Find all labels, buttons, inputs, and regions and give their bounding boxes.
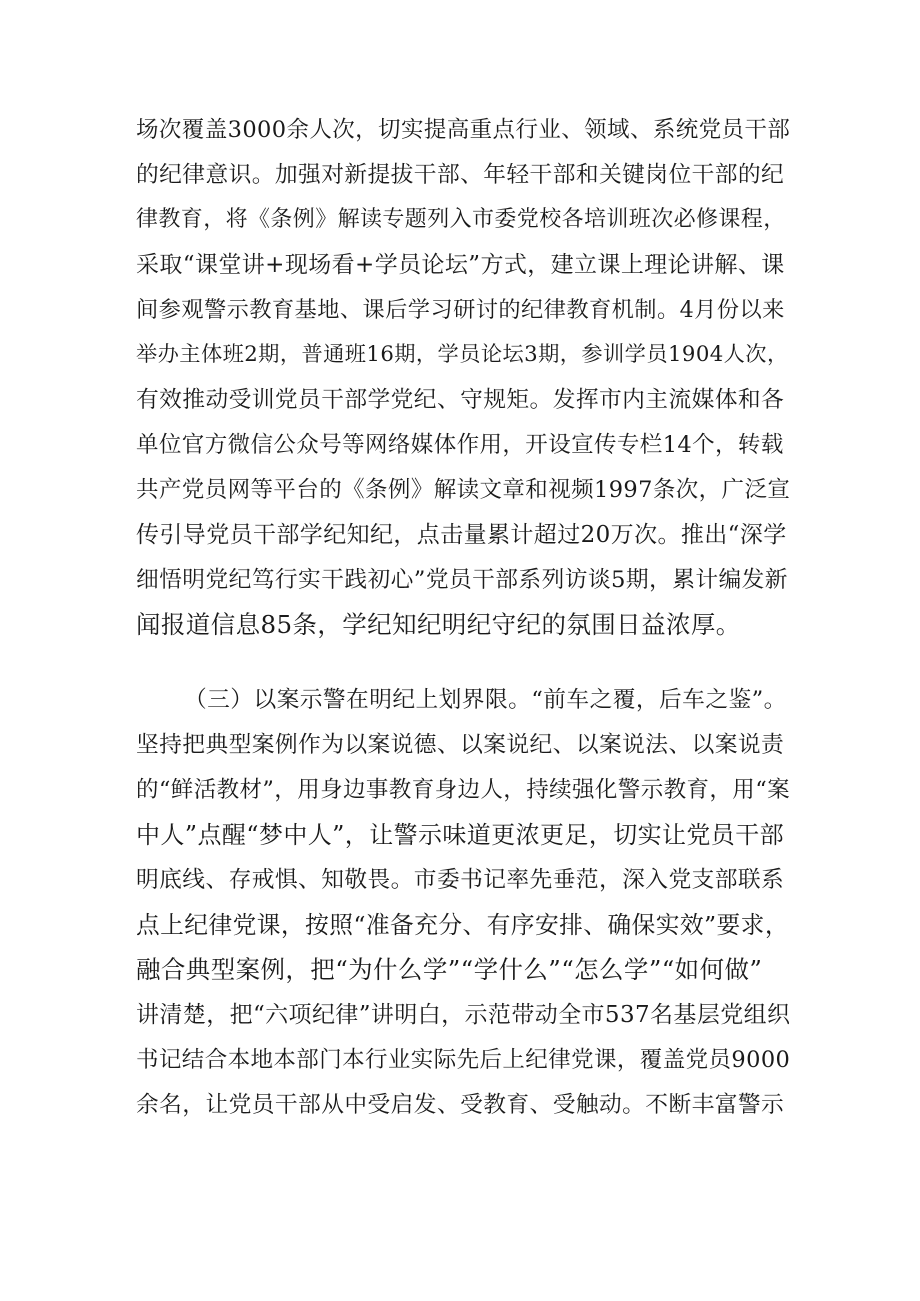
section-heading-line: （三）以案示警在明纪上划界限。“前车之覆，后车之鉴”。 [184,687,787,713]
text-line: 的纪律意识。加强对新提拔干部、年轻干部和关键岗位干部的纪 [136,162,785,188]
text-line: 书记结合本地本部门本行业实际先后上纪律党课，覆盖党员9000 [136,1047,791,1073]
text-line: 的“鲜活教材”，用身边事教育身边人，持续强化警示教育，用“案 [136,777,791,803]
text-line: 场次覆盖3000余人次，切实提高重点行业、领域、系统党员干部 [136,117,791,143]
text-line: 坚持把典型案例作为以案说德、以案说纪、以案说法、以案说责 [136,732,785,758]
text-line: 举办主体班2期，普通班16期，学员论坛3期，参训学员1904人次， [136,342,789,367]
text-line: 间参观警示教育基地、课后学习研讨的纪律教育机制。4月份以来 [136,297,785,323]
text-line: 传引导党员干部学纪知纪，点击量累计超过20万次。推出“深学 [136,522,787,548]
text-line: 闻报道信息85条，学纪知纪明纪守纪的氛围日益浓厚。 [136,610,741,639]
text-line: 中人”点醒“梦中人”，让警示味道更浓更足，切实让党员干部 [136,821,785,849]
text-line: 融合典型案例，把“为什么学”“学什么”“怎么学”“如何做” [136,955,763,984]
text-line: 明底线、存戒惧、知敬畏。市委书记率先垂范，深入党支部联系 [136,867,785,893]
text-line: 讲清楚，把“六项纪律”讲明白，示范带动全市537名基层党组织 [136,1002,791,1028]
text-line: 细悟明党纪笃行实干践初心”党员干部系列访谈5期，累计编发新 [136,567,788,593]
text-line: 共产党员网等平台的《条例》解读文章和视频1997条次，广泛宣 [136,477,791,503]
text-line: 律教育，将《条例》解读专题列入市委党校各培训班次必修课程， [136,207,786,232]
text-line: 单位官方微信公众号等网络媒体作用，开设宣传专栏14个，转载 [136,432,784,458]
text-line: 余名，让党员干部从中受启发、受教育、受触动。不断丰富警示 [136,1092,785,1118]
text-line: 有效推动受训党员干部学党纪、守规矩。发挥市内主流媒体和各 [136,387,785,413]
text-line: 采取“课堂讲+现场看+学员论坛”方式，建立课上理论讲解、课 [136,252,785,278]
text-line: 点上纪律党课，按照“准备充分、有序安排、确保实效”要求， [136,911,789,939]
